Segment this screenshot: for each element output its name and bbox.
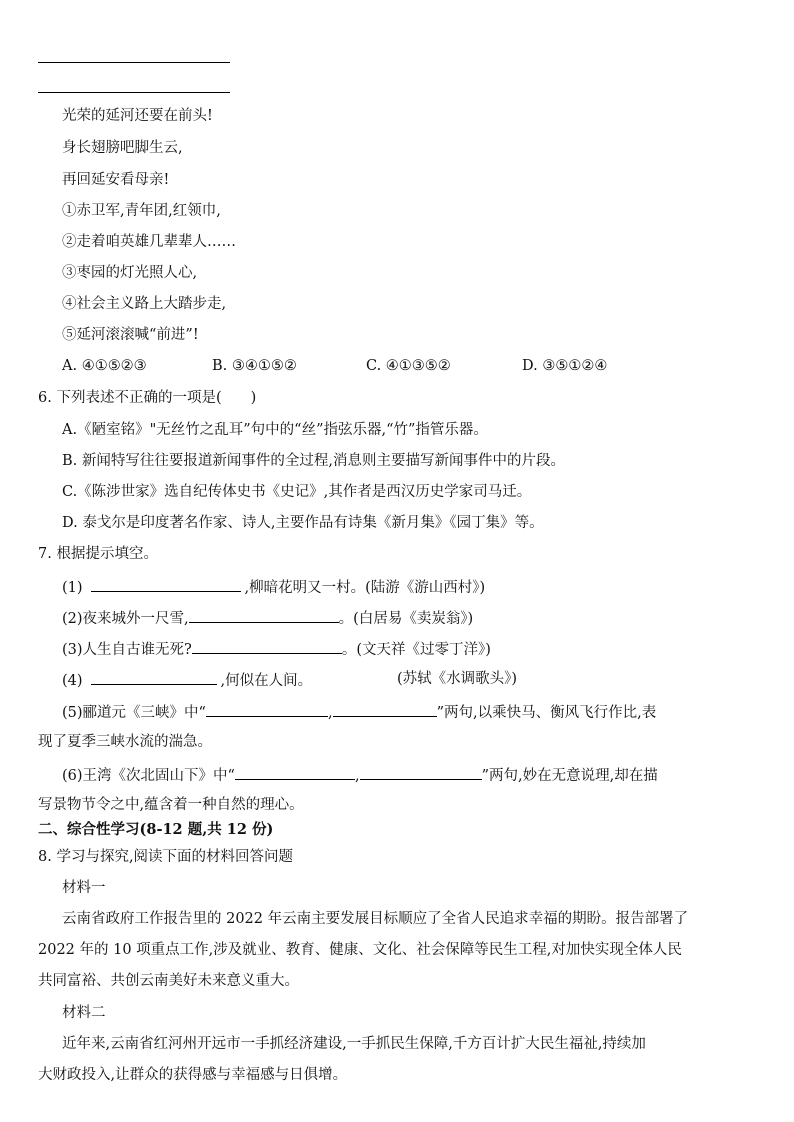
q7-item-3 [62,638,491,660]
question-8-stem: 8. 学习与探究,阅读下面的材料回答问题 [38,849,294,865]
fill-blank[interactable] [360,764,482,780]
item-text: (2)夜来城外一尺雪, [62,611,189,627]
comma: , [327,705,333,721]
section-2-title: 二、综合性学习(8-12 题,共 12 份) [38,821,274,838]
question-7-stem: 7. 根据提示填空。 [38,546,158,562]
comma: , [354,768,360,784]
option-a[interactable]: A. ④①⑤②③ [62,358,147,374]
poem-line: 光荣的延河还要在前头! [62,108,213,124]
item-text: ”两句,以乘快马、衡风飞行作比,表 [436,705,657,721]
q7-item-6-cont: 写景物节令之中,蕴含着一种自然的理心。 [38,797,304,813]
option-b[interactable]: B. ③④①⑤② [212,358,297,374]
fill-blank[interactable] [333,701,437,717]
poem-item: ④社会主义路上大踏步走, [62,296,227,312]
item-text: ,柳暗花明又一村。(陆游《游山西村》) [244,580,486,596]
q6-option-d[interactable]: D. 泰戈尔是印度著名作家、诗人,主要作品有诗集《新月集》《园丁集》等。 [62,515,544,531]
material-1-title: 材料一 [62,880,106,896]
item-source: (苏轼《水调歌头》) [397,671,518,687]
material-2-title: 材料二 [62,1005,106,1021]
material-1-line: 云南省政府工作报告里的 2022 年云南主要发展目标顺应了全省人民追求幸福的期盼。报告部署了 [62,911,689,927]
q7-item-6 [62,764,658,786]
option-d[interactable]: D. ③⑤①②④ [522,358,608,374]
fill-blank[interactable] [206,701,328,717]
item-text: (5)郦道元《三峡》中“ [62,705,206,721]
material-2-line: 大财政投入,让群众的获得感与幸福感与日俱增。 [38,1067,348,1083]
answer-line[interactable] [38,62,230,63]
item-text: ”两句,妙在无意说理,却在描 [481,768,658,784]
poem-item: ①赤卫军,青年团,红领巾, [62,203,221,219]
fill-blank[interactable] [192,638,342,654]
option-c[interactable]: C. ④①③⑤② [366,358,451,374]
poem-item: ②走着咱英雄几辈辈人…… [62,234,236,250]
q7-item-5 [62,701,656,723]
q6-option-a[interactable]: A.《陋室铭》"无丝竹之乱耳”句中的“丝”指弦乐器,“竹”指管乐器。 [62,422,488,438]
q7-item-2 [62,607,473,629]
item-text: ,何似在人间。 [220,673,313,689]
item-number: (1) [62,580,83,596]
question-6-stem: 6. 下列表述不正确的一项是( ) [38,390,257,406]
q7-item-5-cont: 现了夏季三峡水流的湍急。 [38,734,212,750]
poem-item: ⑤延河滚滚喊“前进”! [62,327,199,343]
material-2-line: 近年来,云南省红河州开远市一手抓经济建设,一手抓民生保障,千方百计扩大民生福祉,持续加 [62,1036,646,1052]
item-source: 。(白居易《卖炭翁》) [338,611,474,627]
q6-option-c[interactable]: C.《陈涉世家》选自纪传体史书《史记》,其作者是西汉历史学家司马迁。 [62,484,532,500]
fill-blank[interactable] [91,576,241,592]
item-source: 。(文天祥《过零丁洋》) [341,642,491,658]
item-text: (6)王湾《次北固山下》中“ [62,768,235,784]
q7-item-4 [62,669,312,691]
q6-option-b[interactable]: B. 新闻特写往往要报道新闻事件的全过程,消息则主要描写新闻事件中的片段。 [62,453,565,469]
poem-line: 再回延安看母亲! [62,172,170,188]
fill-blank[interactable] [91,669,217,685]
poem-item: ③枣园的灯光照人心, [62,265,198,281]
q7-item-1 [62,576,485,598]
item-number: (4) [62,673,83,689]
material-1-line: 2022 年的 10 项重点工作,涉及就业、教育、健康、文化、社会保障等民生工程,对加快实现全体人民 [38,942,682,958]
item-text: (3)人生自古谁无死? [62,642,192,658]
answer-line[interactable] [38,92,230,93]
material-1-line: 共同富裕、共创云南美好未来意义重大。 [38,973,299,989]
poem-line: 身长翅膀吧脚生云, [62,140,183,156]
fill-blank[interactable] [235,764,355,780]
fill-blank[interactable] [189,607,339,623]
